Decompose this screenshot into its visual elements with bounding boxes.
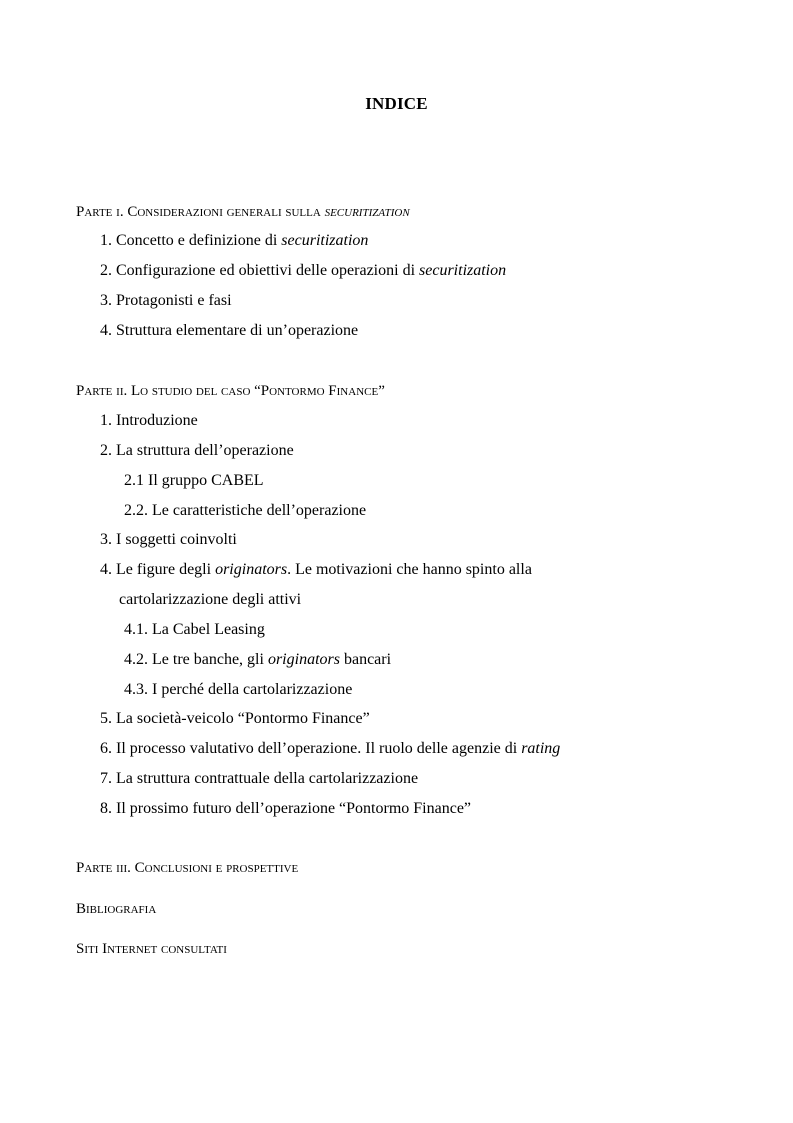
toc-subitem: 2.2. Le caratteristiche dell’operazione bbox=[124, 502, 367, 519]
parte-1-heading-italic: securitization bbox=[324, 204, 410, 220]
toc-item: 5. La società-veicolo “Pontormo Finance” bbox=[100, 710, 370, 727]
toc-item-text: 2. Configurazione ed obiettivi delle operazioni di bbox=[100, 262, 420, 279]
toc-item: 7. La struttura contrattuale della cartolarizzazione bbox=[100, 770, 419, 787]
toc-subitem bbox=[124, 650, 391, 670]
parte-3-heading: Parte iii. Conclusioni e prospettive bbox=[76, 860, 299, 876]
toc-item bbox=[100, 560, 532, 580]
bibliografia-heading: Bibliografia bbox=[76, 901, 157, 917]
toc-item: 1. Introduzione bbox=[100, 412, 198, 429]
toc-subitem: 2.1 Il gruppo CABEL bbox=[124, 472, 264, 489]
toc-item bbox=[100, 231, 368, 251]
toc-item-text: 4. Le figure degli bbox=[100, 561, 216, 578]
toc-subitem: 4.1. La Cabel Leasing bbox=[124, 621, 265, 638]
toc-item-italic: rating bbox=[521, 740, 561, 757]
parte-2-heading: Parte ii. Lo studio del caso “Pontormo Finance” bbox=[76, 383, 385, 399]
toc-item: 8. Il prossimo futuro dell’operazione “Pontormo Finance” bbox=[100, 800, 472, 817]
toc-item-italic: originators bbox=[215, 561, 288, 578]
toc-item-text: 3. Protagonisti e fasi bbox=[100, 292, 232, 309]
toc-item bbox=[100, 739, 560, 759]
toc-item-text: 1. Concetto e definizione di bbox=[100, 232, 282, 249]
parte-1-heading-text: Parte i. Considerazioni generali sulla bbox=[76, 204, 325, 220]
toc-item-text: 4.2. Le tre banche, gli bbox=[124, 651, 268, 668]
page-title: INDICE bbox=[365, 94, 428, 113]
toc-item-text: 6. Il processo valutativo dell’operazione. Il ruolo delle agenzie di bbox=[100, 740, 522, 757]
toc-item: 3. I soggetti coinvolti bbox=[100, 531, 237, 548]
toc-item: 2. La struttura dell’operazione bbox=[100, 442, 294, 459]
toc-subitem: 4.3. I perché della cartolarizzazione bbox=[124, 681, 353, 698]
toc-item-italic: originators bbox=[267, 651, 340, 668]
toc-item-italic: securitization bbox=[419, 262, 507, 279]
toc-item bbox=[100, 321, 358, 341]
toc-item bbox=[100, 261, 506, 281]
toc-item-text: 4. Struttura elementare di un’operazione bbox=[100, 322, 359, 339]
toc-item-italic: securitization bbox=[281, 232, 369, 249]
parte-1-heading bbox=[76, 202, 410, 222]
toc-item-text: bancari bbox=[339, 651, 392, 668]
toc-item-continuation: cartolarizzazione degli attivi bbox=[119, 591, 302, 608]
toc-item bbox=[100, 291, 232, 311]
toc-item-text: . Le motivazioni che hanno spinto alla bbox=[287, 561, 532, 578]
siti-heading: Siti Internet consultati bbox=[76, 941, 227, 957]
